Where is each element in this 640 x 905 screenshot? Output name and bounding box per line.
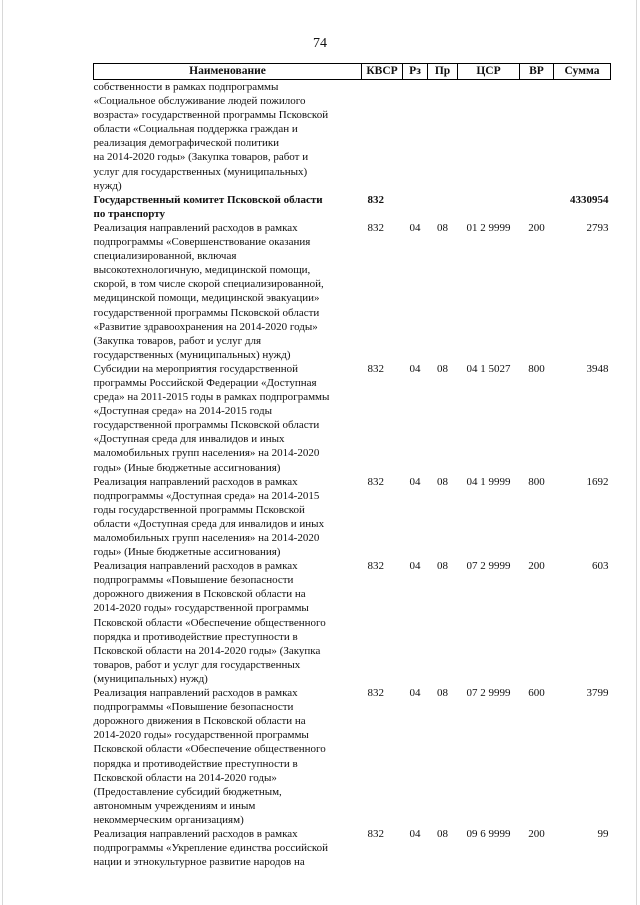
cell-kvsr: 832 bbox=[367, 827, 384, 840]
name-line: маломобильных групп населения» на 2014-2020 bbox=[93, 447, 320, 460]
cell-kvsr: 832 bbox=[367, 475, 384, 488]
name-line: нации и этнокультурное развитие народов на bbox=[93, 856, 305, 869]
cell-csr: 04 1 5027 bbox=[466, 362, 511, 375]
cell-csr bbox=[458, 80, 520, 193]
name-line: на 2014-2020 годы» (Закупка товаров, работ и bbox=[93, 151, 309, 164]
cell-vr: 800 bbox=[528, 362, 545, 375]
table-row bbox=[94, 559, 611, 686]
name-line: подпрограммы «Совершенствование оказания bbox=[93, 236, 311, 249]
name-line: порядка и противодействие преступности в bbox=[93, 757, 298, 770]
table-body bbox=[94, 80, 611, 870]
cell-sum: 99 bbox=[597, 827, 609, 840]
cell-pr: 08 bbox=[437, 687, 448, 700]
cell-vr: 200 bbox=[528, 827, 545, 840]
cell-rz: 04 bbox=[409, 827, 421, 840]
name-line: 2014-2020 годы» государственной программы bbox=[93, 602, 309, 615]
name-line: собственности в рамках подпрограммы bbox=[93, 81, 279, 93]
cell-sum: 4330954 bbox=[570, 193, 609, 206]
cell-vr: 200 bbox=[528, 560, 545, 573]
cell-pr: 08 bbox=[437, 560, 448, 573]
column-header-kvsr: КВСР bbox=[362, 64, 403, 80]
cell-kvsr: 832 bbox=[367, 560, 384, 573]
cell-pr: 08 bbox=[437, 221, 448, 234]
cell-csr: 09 6 9999 bbox=[466, 827, 511, 840]
name-line: годы государственной программы Псковской bbox=[93, 503, 305, 516]
cell-csr: 07 2 9999 bbox=[466, 560, 511, 573]
cell-csr: 04 1 9999 bbox=[466, 475, 511, 488]
name-line: (муниципальных) нужд) bbox=[93, 672, 208, 685]
cell-name bbox=[94, 475, 362, 560]
name-line: скорой, в том числе скорой специализированной, bbox=[93, 278, 324, 291]
name-line: подпрограммы «Повышение безопасности bbox=[93, 701, 294, 714]
cell-name bbox=[94, 221, 362, 362]
column-header-name: Наименование bbox=[94, 64, 362, 80]
name-line: (Закупка товаров, работ и услуг для bbox=[93, 334, 262, 347]
table-row bbox=[94, 475, 611, 560]
cell-pr: 08 bbox=[437, 827, 448, 840]
cell-vr bbox=[520, 193, 554, 221]
table-row bbox=[94, 193, 611, 221]
cell-rz bbox=[403, 193, 428, 221]
name-line: высокотехнологичную, медицинской помощи, bbox=[93, 264, 311, 277]
name-line: по транспорту bbox=[93, 207, 166, 220]
budget-table bbox=[93, 63, 611, 869]
table-row bbox=[94, 362, 611, 475]
name-line: Псковской области на 2014-2020 годы» (Закупка bbox=[93, 644, 321, 657]
cell-csr bbox=[458, 193, 520, 221]
cell-name bbox=[94, 193, 362, 221]
cell-name bbox=[94, 559, 362, 686]
column-header-pr: Пр bbox=[428, 64, 458, 80]
cell-sum bbox=[554, 80, 611, 193]
cell-vr: 600 bbox=[528, 687, 545, 700]
name-line: государственной программы Псковской области bbox=[93, 306, 320, 319]
cell-rz: 04 bbox=[409, 687, 421, 700]
name-line: товаров, работ и услуг для государственных bbox=[93, 658, 301, 671]
cell-csr: 01 2 9999 bbox=[466, 221, 511, 234]
cell-sum: 2793 bbox=[586, 221, 609, 234]
name-line: области «Социальная поддержка граждан и bbox=[93, 123, 298, 136]
name-line: Реализация направлений расходов в рамках bbox=[93, 560, 298, 573]
cell-kvsr: 832 bbox=[367, 687, 384, 700]
name-line: среда» на 2011-2015 годы в рамках подпрограммы bbox=[93, 391, 330, 404]
name-line: реализация демографической политики bbox=[93, 137, 280, 150]
name-line: нужд) bbox=[93, 179, 122, 192]
name-line: «Социальное обслуживание людей пожилого bbox=[93, 95, 306, 108]
name-line: дорожного движения в Псковской области на bbox=[93, 588, 306, 601]
cell-name bbox=[94, 362, 362, 475]
name-line: Псковской области «Обеспечение общественного bbox=[93, 743, 326, 756]
cell-kvsr: 832 bbox=[367, 221, 384, 234]
name-line: Псковской области «Обеспечение общественного bbox=[93, 616, 326, 629]
name-line: автономным учреждениям и иным bbox=[93, 799, 256, 812]
cell-vr: 800 bbox=[528, 475, 545, 488]
column-header-sum: Сумма bbox=[554, 64, 611, 80]
name-line: 2014-2020 годы» государственной программы bbox=[93, 729, 309, 742]
name-line: услуг для государственных (муниципальных) bbox=[93, 165, 308, 178]
cell-csr: 07 2 9999 bbox=[466, 687, 511, 700]
name-line: Псковской области на 2014-2020 годы» bbox=[93, 771, 277, 784]
column-header-rz: Рз bbox=[403, 64, 428, 80]
cell-kvsr: 832 bbox=[367, 362, 384, 375]
cell-pr bbox=[428, 193, 458, 221]
name-line: государственной программы Псковской области bbox=[93, 419, 320, 432]
cell-vr bbox=[520, 80, 554, 193]
cell-kvsr bbox=[362, 80, 403, 193]
table-header-row bbox=[94, 64, 611, 80]
name-line: маломобильных групп населения» на 2014-2020 bbox=[93, 532, 320, 544]
cell-pr: 08 bbox=[437, 475, 448, 488]
cell-name bbox=[94, 686, 362, 827]
cell-pr: 08 bbox=[437, 362, 448, 375]
name-line: (Предоставление субсидий бюджетным, bbox=[93, 785, 282, 798]
cell-sum: 3799 bbox=[586, 687, 609, 700]
cell-name bbox=[94, 827, 362, 869]
cell-rz: 04 bbox=[409, 362, 421, 375]
name-line: Реализация направлений расходов в рамках bbox=[93, 827, 298, 840]
name-line: программы Российской Федерации «Доступная bbox=[93, 376, 317, 389]
name-line: «Доступная среда для инвалидов и иных bbox=[93, 433, 285, 446]
cell-rz: 04 bbox=[409, 475, 421, 488]
name-line: медицинской помощи, медицинской эвакуации» bbox=[93, 292, 320, 305]
name-line: подпрограммы «Доступная среда» на 2014-2015 bbox=[93, 489, 320, 502]
cell-rz: 04 bbox=[409, 560, 421, 573]
name-line: специализированной, включая bbox=[93, 250, 237, 263]
name-line: годы» (Иные бюджетные ассигнования) bbox=[93, 546, 281, 559]
name-line: некоммерческим организациям) bbox=[93, 813, 244, 826]
name-line: возраста» государственной программы Псковской bbox=[93, 109, 329, 122]
table-row bbox=[94, 827, 611, 869]
name-line: области «Доступная среда для инвалидов и иных bbox=[93, 517, 325, 530]
cell-name bbox=[94, 80, 362, 193]
cell-pr bbox=[428, 80, 458, 193]
cell-rz: 04 bbox=[409, 221, 421, 234]
name-line: подпрограммы «Повышение безопасности bbox=[93, 574, 294, 587]
scan-edge-right bbox=[636, 0, 637, 905]
name-line: Реализация направлений расходов в рамках bbox=[93, 221, 298, 234]
cell-vr: 200 bbox=[528, 221, 545, 234]
name-line: порядка и противодействие преступности в bbox=[93, 630, 298, 643]
column-header-vr: ВР bbox=[520, 64, 554, 80]
name-line: государственных (муниципальных) нужд) bbox=[93, 348, 291, 361]
cell-rz bbox=[403, 80, 428, 193]
name-line: дорожного движения в Псковской области на bbox=[93, 715, 306, 728]
table-row bbox=[94, 221, 611, 362]
name-line: годы» (Иные бюджетные ассигнования) bbox=[93, 461, 281, 474]
name-line: «Развитие здравоохранения на 2014-2020 годы» bbox=[93, 320, 318, 333]
name-line: Реализация направлений расходов в рамках bbox=[93, 475, 298, 488]
name-line: подпрограммы «Укрепление единства российской bbox=[93, 842, 329, 855]
name-line: Реализация направлений расходов в рамках bbox=[93, 687, 298, 700]
name-line: Государственный комитет Псковской области bbox=[93, 193, 323, 206]
name-line: Субсидии на мероприятия государственной bbox=[93, 362, 298, 375]
table-row bbox=[94, 80, 611, 193]
cell-sum: 3948 bbox=[586, 362, 609, 375]
cell-kvsr: 832 bbox=[367, 193, 384, 206]
cell-sum: 603 bbox=[592, 560, 609, 573]
page-number: 74 bbox=[313, 36, 327, 51]
table-row bbox=[94, 686, 611, 827]
name-line: «Доступная среда» на 2014-2015 годы bbox=[93, 405, 272, 418]
cell-sum: 1692 bbox=[586, 475, 609, 488]
scan-edge-left bbox=[2, 0, 3, 905]
column-header-csr: ЦСР bbox=[458, 64, 520, 80]
